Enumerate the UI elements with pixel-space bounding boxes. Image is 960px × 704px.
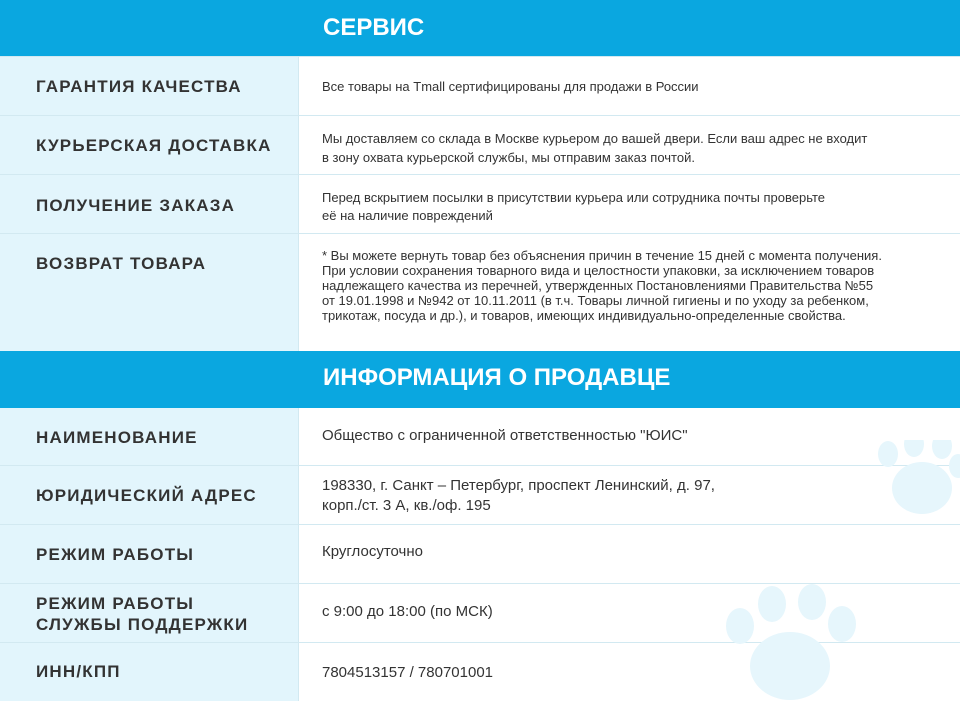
service-row-return <box>0 233 960 351</box>
row-label: ВОЗВРАТ ТОВАРА <box>0 234 299 351</box>
row-value: Общество с ограниченной ответственностью "ЮИС" <box>322 427 688 444</box>
row-value: * Вы можете вернуть товар без объяснения причин в течение 15 дней с момента получения. При условии сохранения товарного вида и целостности упаковки, за исключением товаров надлежащего качества из перечней, утвержденных Постановлениями Правительства №55 от 19.01.1998 и №942 от 10.11.2011 (в т.ч. Товары личной гигиены и по уходу за ребенком, трикотаж, посуда и др.), и товаров, имеющих индивидуально-определенные свойства. <box>322 248 882 323</box>
service-section-title: СЕРВИС <box>323 14 425 41</box>
service-row-receipt <box>0 174 960 233</box>
seller-section-title: ИНФОРМАЦИЯ О ПРОДАВЦЕ <box>323 364 671 391</box>
row-value: Мы доставляем со склада в Москве курьером до вашей двери. Если ваш адрес не входит в зону охвата курьерской службы, мы отправим заказ почтой. <box>322 131 868 165</box>
row-value: Перед вскрытием посылки в присутствии курьера или сотрудника почты проверьте её на наличие повреждений <box>322 190 826 223</box>
row-label: РЕЖИМ РАБОТЫ СЛУЖБЫ ПОДДЕРЖКИ <box>0 584 299 642</box>
row-value: Все товары на Tmall сертифицированы для продажи в России <box>322 79 699 94</box>
row-label: ПОЛУЧЕНИЕ ЗАКАЗА <box>0 175 299 233</box>
row-label: НАИМЕНОВАНИЕ <box>0 408 299 465</box>
row-label: ЮРИДИЧЕСКИЙ АДРЕС <box>0 466 299 524</box>
row-label: РЕЖИМ РАБОТЫ <box>0 525 299 583</box>
seller-section-header <box>0 351 960 408</box>
service-section-header <box>0 0 960 56</box>
row-label: ИНН/КПП <box>0 643 299 701</box>
seller-row-name <box>0 408 960 465</box>
row-value: Круглосуточно <box>322 543 423 560</box>
row-label: ГАРАНТИЯ КАЧЕСТВА <box>0 57 299 115</box>
service-row-quality <box>0 56 960 115</box>
seller-row-address <box>0 465 960 524</box>
seller-row-inn <box>0 642 960 701</box>
row-value: 198330, г. Санкт – Петербург, проспект Ленинский, д. 97, корп./ст. 3 А, кв./оф. 195 <box>322 477 715 514</box>
seller-row-support-hours <box>0 583 960 642</box>
row-label: КУРЬЕРСКАЯ ДОСТАВКА <box>0 116 299 174</box>
service-row-delivery <box>0 115 960 174</box>
row-value: 7804513157 / 780701001 <box>322 664 494 681</box>
row-value: с 9:00 до 18:00 (по МСК) <box>322 603 493 620</box>
seller-row-hours <box>0 524 960 583</box>
